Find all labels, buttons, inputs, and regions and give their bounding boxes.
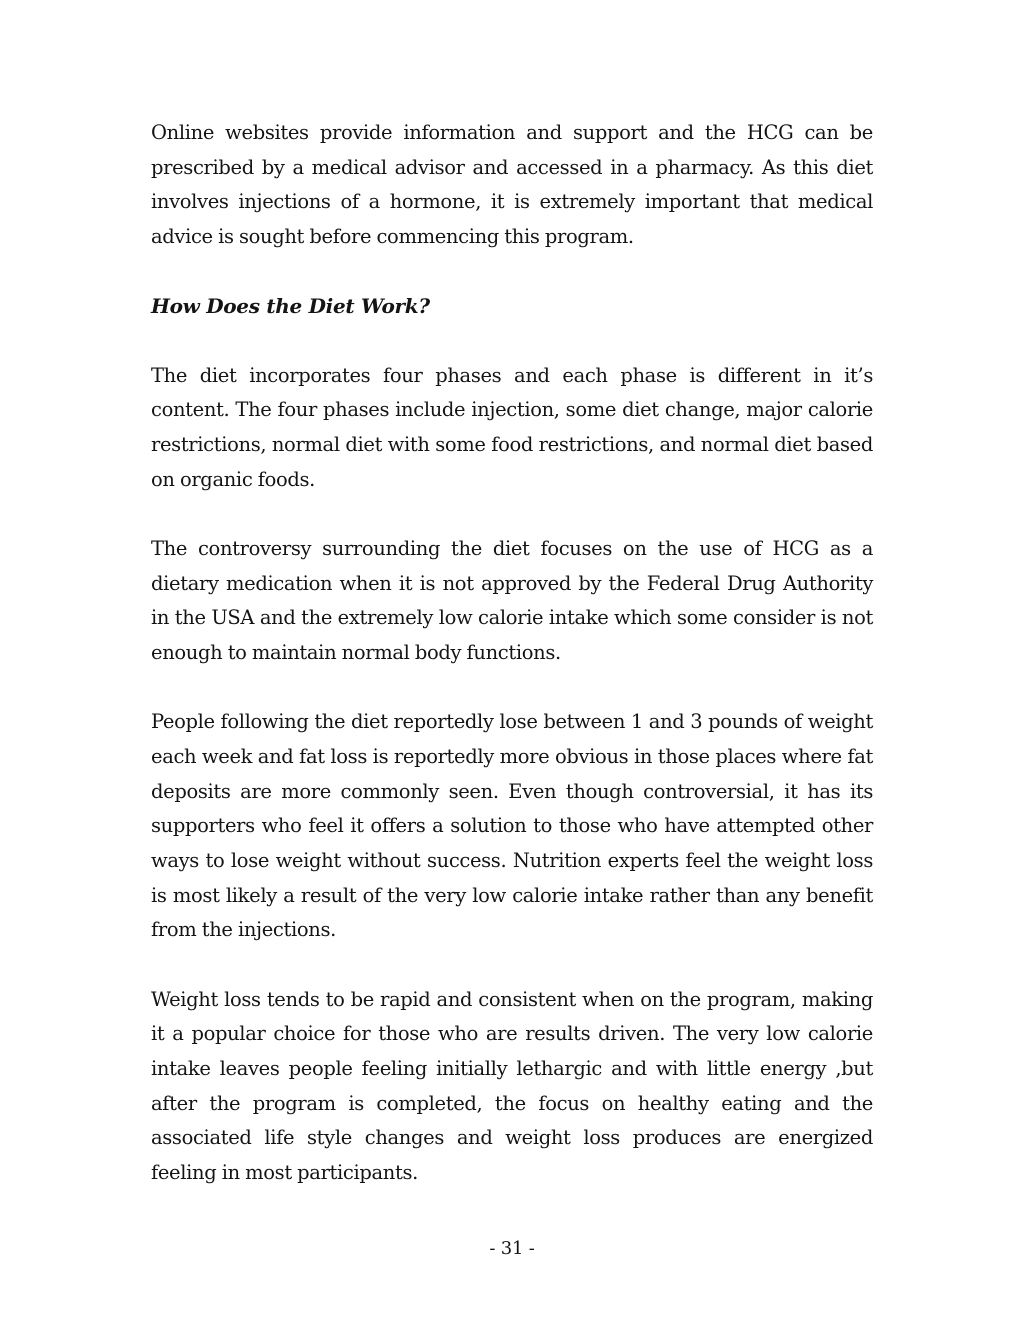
page-body: [151, 116, 873, 1225]
paragraph-weight-loss: People following the diet reportedly lose between 1 and 3 pounds of weight each week and fat loss is reportedly more obvious in those places where fat deposits are more commonly seen. Even though controversial, it has its supporters who feel it offers a solution to those who have attempted other ways to lose weight without success. Nutrition experts feel the weight loss is most likely a result of the very low calorie intake rather than any benefit from the injections.: [151, 710, 873, 942]
section-heading: How Does the Diet Work?: [151, 294, 430, 319]
paragraph-phases: The diet incorporates four phases and each phase is different in it’s content. The four phases include injection, some diet change, major calorie restrictions, normal diet with some food restrictions, and normal diet based on organic foods.: [151, 363, 873, 491]
paragraph-results: Weight loss tends to be rapid and consistent when on the program, making it a popular choice for those who are results driven. The very low calorie intake leaves people feeling initially lethargic and with little energy ,but after the program is completed, the focus on healthy eating and the associated life style changes and weight loss produces are energized feeling in most participants.: [151, 987, 873, 1185]
page-number: - 31 -: [489, 1238, 535, 1259]
intro-paragraph: Online websites provide information and support and the HCG can be prescribed by a medical advisor and accessed in a pharmacy. As this diet involves injections of a hormone, it is extremely important that medical advice is sought before commencing this program.: [151, 121, 873, 249]
paragraph-controversy: The controversy surrounding the diet focuses on the use of HCG as a dietary medication when it is not approved by the Federal Drug Authority in the USA and the extremely low calorie intake which some consider is not enough to maintain normal body functions.: [151, 536, 873, 664]
